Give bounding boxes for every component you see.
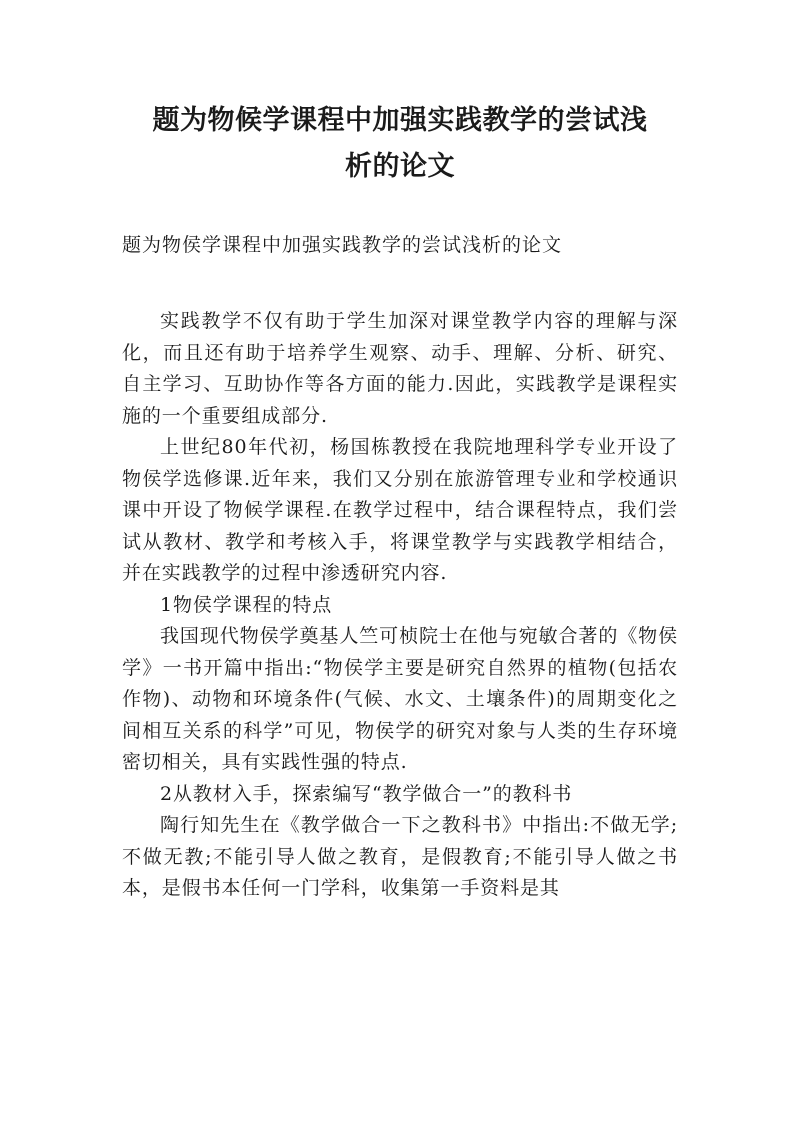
paragraph-background: 上世纪80年代初，杨国栋教授在我院地理科学专业开设了物侯学选修课.近年来，我们又分别在旅游管理专业和学校通识课中开设了物候学课程.在教学过程中，结合课程特点，我们尝试从教材、教学和考核入手，将课堂教学与实践教学相结合，并在实践教学的过程中渗透研究内容. <box>122 436 678 584</box>
section-heading-1: 1物侯学课程的特点 <box>160 593 333 616</box>
section-heading-2: 2从教材入手，探索编写“教学做合一”的教科书 <box>160 782 573 805</box>
document-title-line-2: 析的论文 <box>345 151 455 182</box>
document-subtitle: 题为物侯学课程中加强实践教学的尝试浅析的论文 <box>122 234 563 256</box>
paragraph-intro: 实践教学不仅有助于学生加深对课堂教学内容的理解与深化，而且还有助于培养学生观察、动手、理解、分析、研究、自主学习、互助协作等各方面的能力.因此，实践教学是课程实施的一个重要组成部分. <box>122 310 678 427</box>
paragraph-section-2: 陶行知先生在《教学做合一下之教科书》中指出:不做无学;不做无教;不能引导人做之教育，是假教育;不能引导人做之书本，是假书本任何一门学科，收集第一手资料是其 <box>122 814 678 899</box>
document-title-line-1: 题为物候学课程中加强实践教学的尝试浅 <box>152 105 648 136</box>
document-body <box>122 306 678 905</box>
paragraph-section-1: 我国现代物侯学奠基人竺可桢院士在他与宛敏合著的《物侯学》一书开篇中指出:“物侯学主要是研究自然界的植物(包括农作物)、动物和环境条件(气候、水文、土壤条件)的周期变化之间相互关系的科学”可见，物侯学的研究对象与人类的生存环境密切相关，具有实践性强的特点. <box>122 625 678 773</box>
document-title <box>100 98 700 190</box>
